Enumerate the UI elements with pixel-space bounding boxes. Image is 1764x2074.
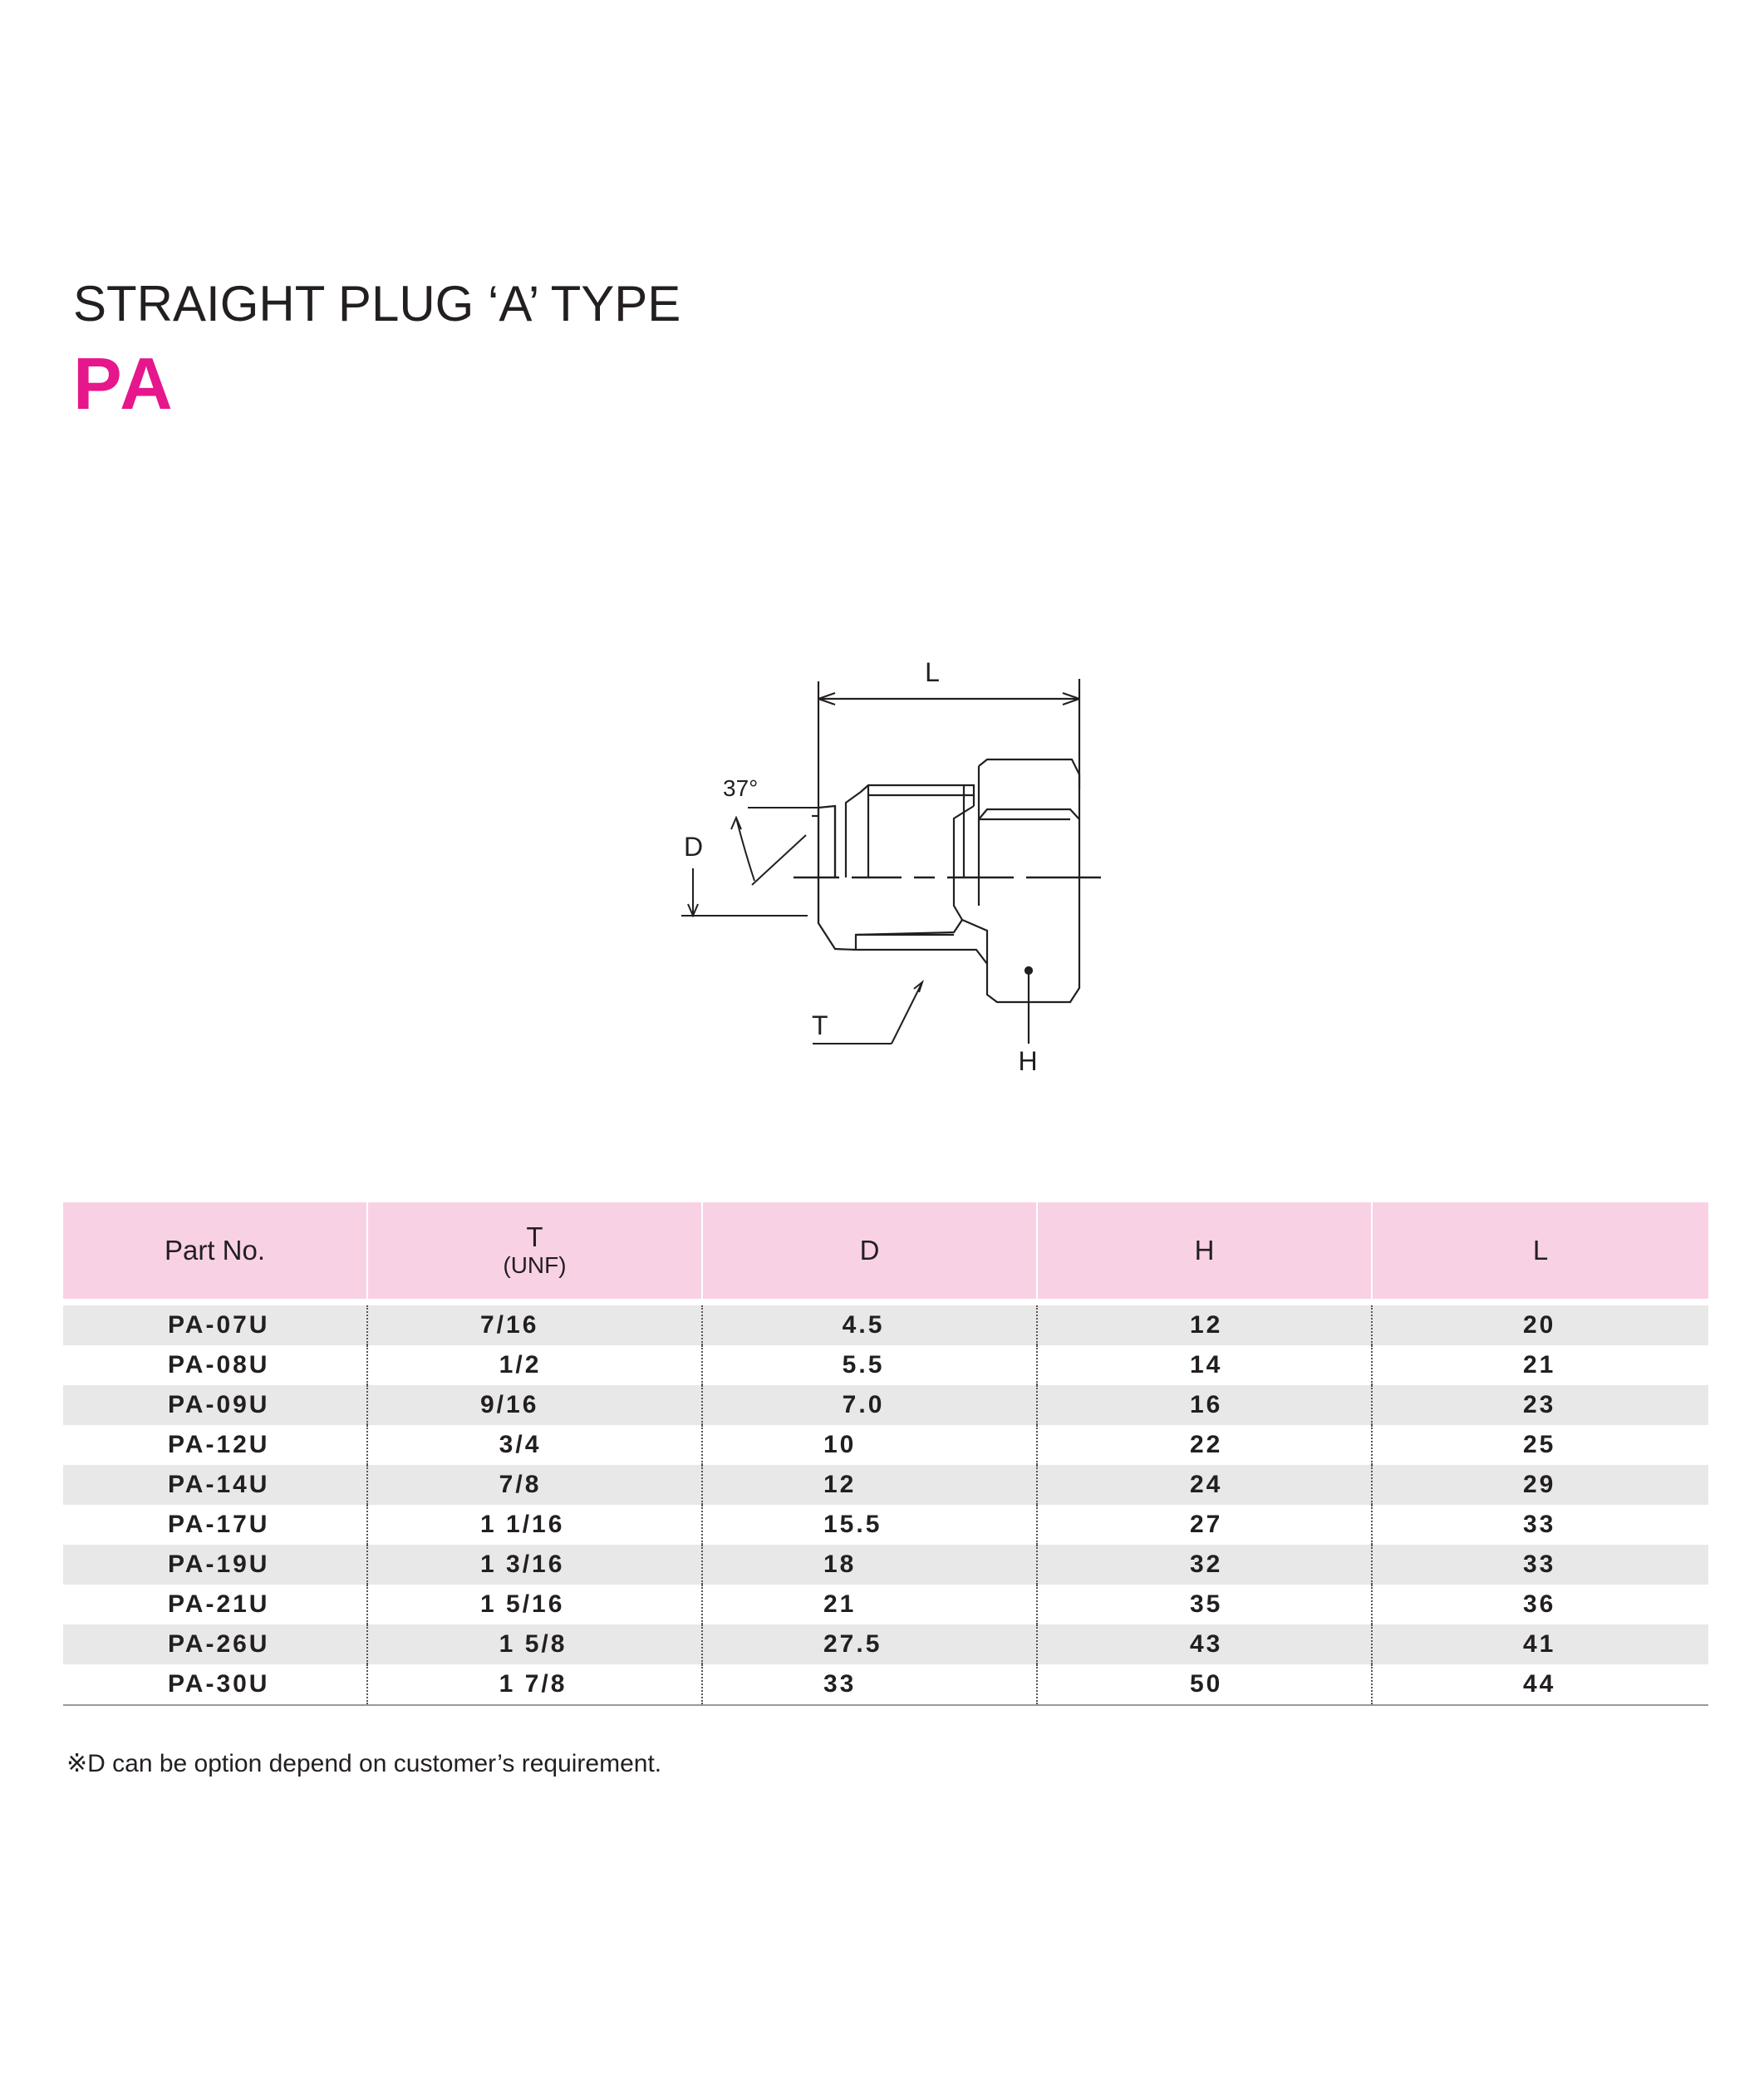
cell-d: 7.0 <box>702 1385 1037 1425</box>
cell-l: 23 <box>1372 1385 1708 1425</box>
cell-part: PA-17U <box>63 1505 367 1545</box>
plug-outline <box>812 679 1079 1044</box>
cell-h: 24 <box>1037 1465 1372 1505</box>
cell-l: 33 <box>1372 1545 1708 1585</box>
cell-h: 12 <box>1037 1305 1372 1345</box>
table-row <box>63 1305 1708 1345</box>
dim-h-label: H <box>1018 1046 1038 1076</box>
cell-d: 10 <box>702 1425 1037 1465</box>
spec-table <box>63 1202 1708 1706</box>
cell-part: PA-30U <box>63 1664 367 1705</box>
table-row <box>63 1425 1708 1465</box>
cell-t: 7/8 <box>367 1465 702 1505</box>
cell-d: 4.5 <box>702 1305 1037 1345</box>
cell-part: PA-21U <box>63 1585 367 1624</box>
table-row <box>63 1385 1708 1425</box>
cell-part: PA-14U <box>63 1465 367 1505</box>
angle-label: 37° <box>723 775 759 801</box>
cell-t: 1 3/16 <box>367 1545 702 1585</box>
cell-d: 15.5 <box>702 1505 1037 1545</box>
table-row <box>63 1505 1708 1545</box>
dimension-lines <box>681 808 922 1044</box>
cell-t: 1 1/16 <box>367 1505 702 1545</box>
cell-l: 29 <box>1372 1465 1708 1505</box>
cell-part: PA-19U <box>63 1545 367 1585</box>
col-header-t-sub: (UNF) <box>503 1251 567 1278</box>
cell-d: 18 <box>702 1545 1037 1585</box>
cell-t: 1/2 <box>367 1345 702 1385</box>
cell-d: 5.5 <box>702 1345 1037 1385</box>
cell-t: 1 5/16 <box>367 1585 702 1624</box>
col-header-part: Part No. <box>63 1202 367 1299</box>
cell-part: PA-07U <box>63 1305 367 1345</box>
cell-part: PA-26U <box>63 1624 367 1664</box>
cell-h: 16 <box>1037 1385 1372 1425</box>
cell-part: PA-12U <box>63 1425 367 1465</box>
cell-d: 27.5 <box>702 1624 1037 1664</box>
table-row <box>63 1585 1708 1624</box>
cell-d: 21 <box>702 1585 1037 1624</box>
col-header-l: L <box>1372 1202 1708 1299</box>
table-header-row <box>63 1202 1708 1299</box>
page-title: STRAIGHT PLUG ‘A’ TYPE <box>73 276 681 332</box>
dim-t-label: T <box>812 1010 828 1040</box>
cell-t: 1 5/8 <box>367 1624 702 1664</box>
cell-part: PA-09U <box>63 1385 367 1425</box>
cell-h: 22 <box>1037 1425 1372 1465</box>
table-row <box>63 1624 1708 1664</box>
col-header-h: H <box>1037 1202 1372 1299</box>
cell-l: 41 <box>1372 1624 1708 1664</box>
cell-h: 50 <box>1037 1664 1372 1705</box>
cell-t: 9/16 <box>367 1385 702 1425</box>
table-row <box>63 1545 1708 1585</box>
cell-h: 43 <box>1037 1624 1372 1664</box>
cell-l: 44 <box>1372 1664 1708 1705</box>
table-row <box>63 1465 1708 1505</box>
cell-d: 33 <box>702 1664 1037 1705</box>
cell-l: 25 <box>1372 1425 1708 1465</box>
cell-t: 7/16 <box>367 1305 702 1345</box>
cell-l: 20 <box>1372 1305 1708 1345</box>
col-header-t <box>367 1202 702 1299</box>
cell-l: 36 <box>1372 1585 1708 1624</box>
dim-d-label: D <box>684 832 704 862</box>
cell-t: 3/4 <box>367 1425 702 1465</box>
technical-drawing <box>648 656 1130 1089</box>
col-header-t-label: T <box>526 1221 543 1253</box>
cell-part: PA-08U <box>63 1345 367 1385</box>
cell-h: 27 <box>1037 1505 1372 1545</box>
product-code: PA <box>73 342 176 425</box>
table-row <box>63 1664 1708 1705</box>
col-header-d: D <box>702 1202 1037 1299</box>
table-row <box>63 1345 1708 1385</box>
cell-l: 33 <box>1372 1505 1708 1545</box>
cell-h: 14 <box>1037 1345 1372 1385</box>
cell-h: 32 <box>1037 1545 1372 1585</box>
header-gap <box>63 1299 1708 1305</box>
footnote: ※D can be option depend on customer’s requirement. <box>66 1750 662 1777</box>
cell-d: 12 <box>702 1465 1037 1505</box>
cell-h: 35 <box>1037 1585 1372 1624</box>
cell-l: 21 <box>1372 1345 1708 1385</box>
dim-l-label: L <box>925 657 940 687</box>
cell-t: 1 7/8 <box>367 1664 702 1705</box>
